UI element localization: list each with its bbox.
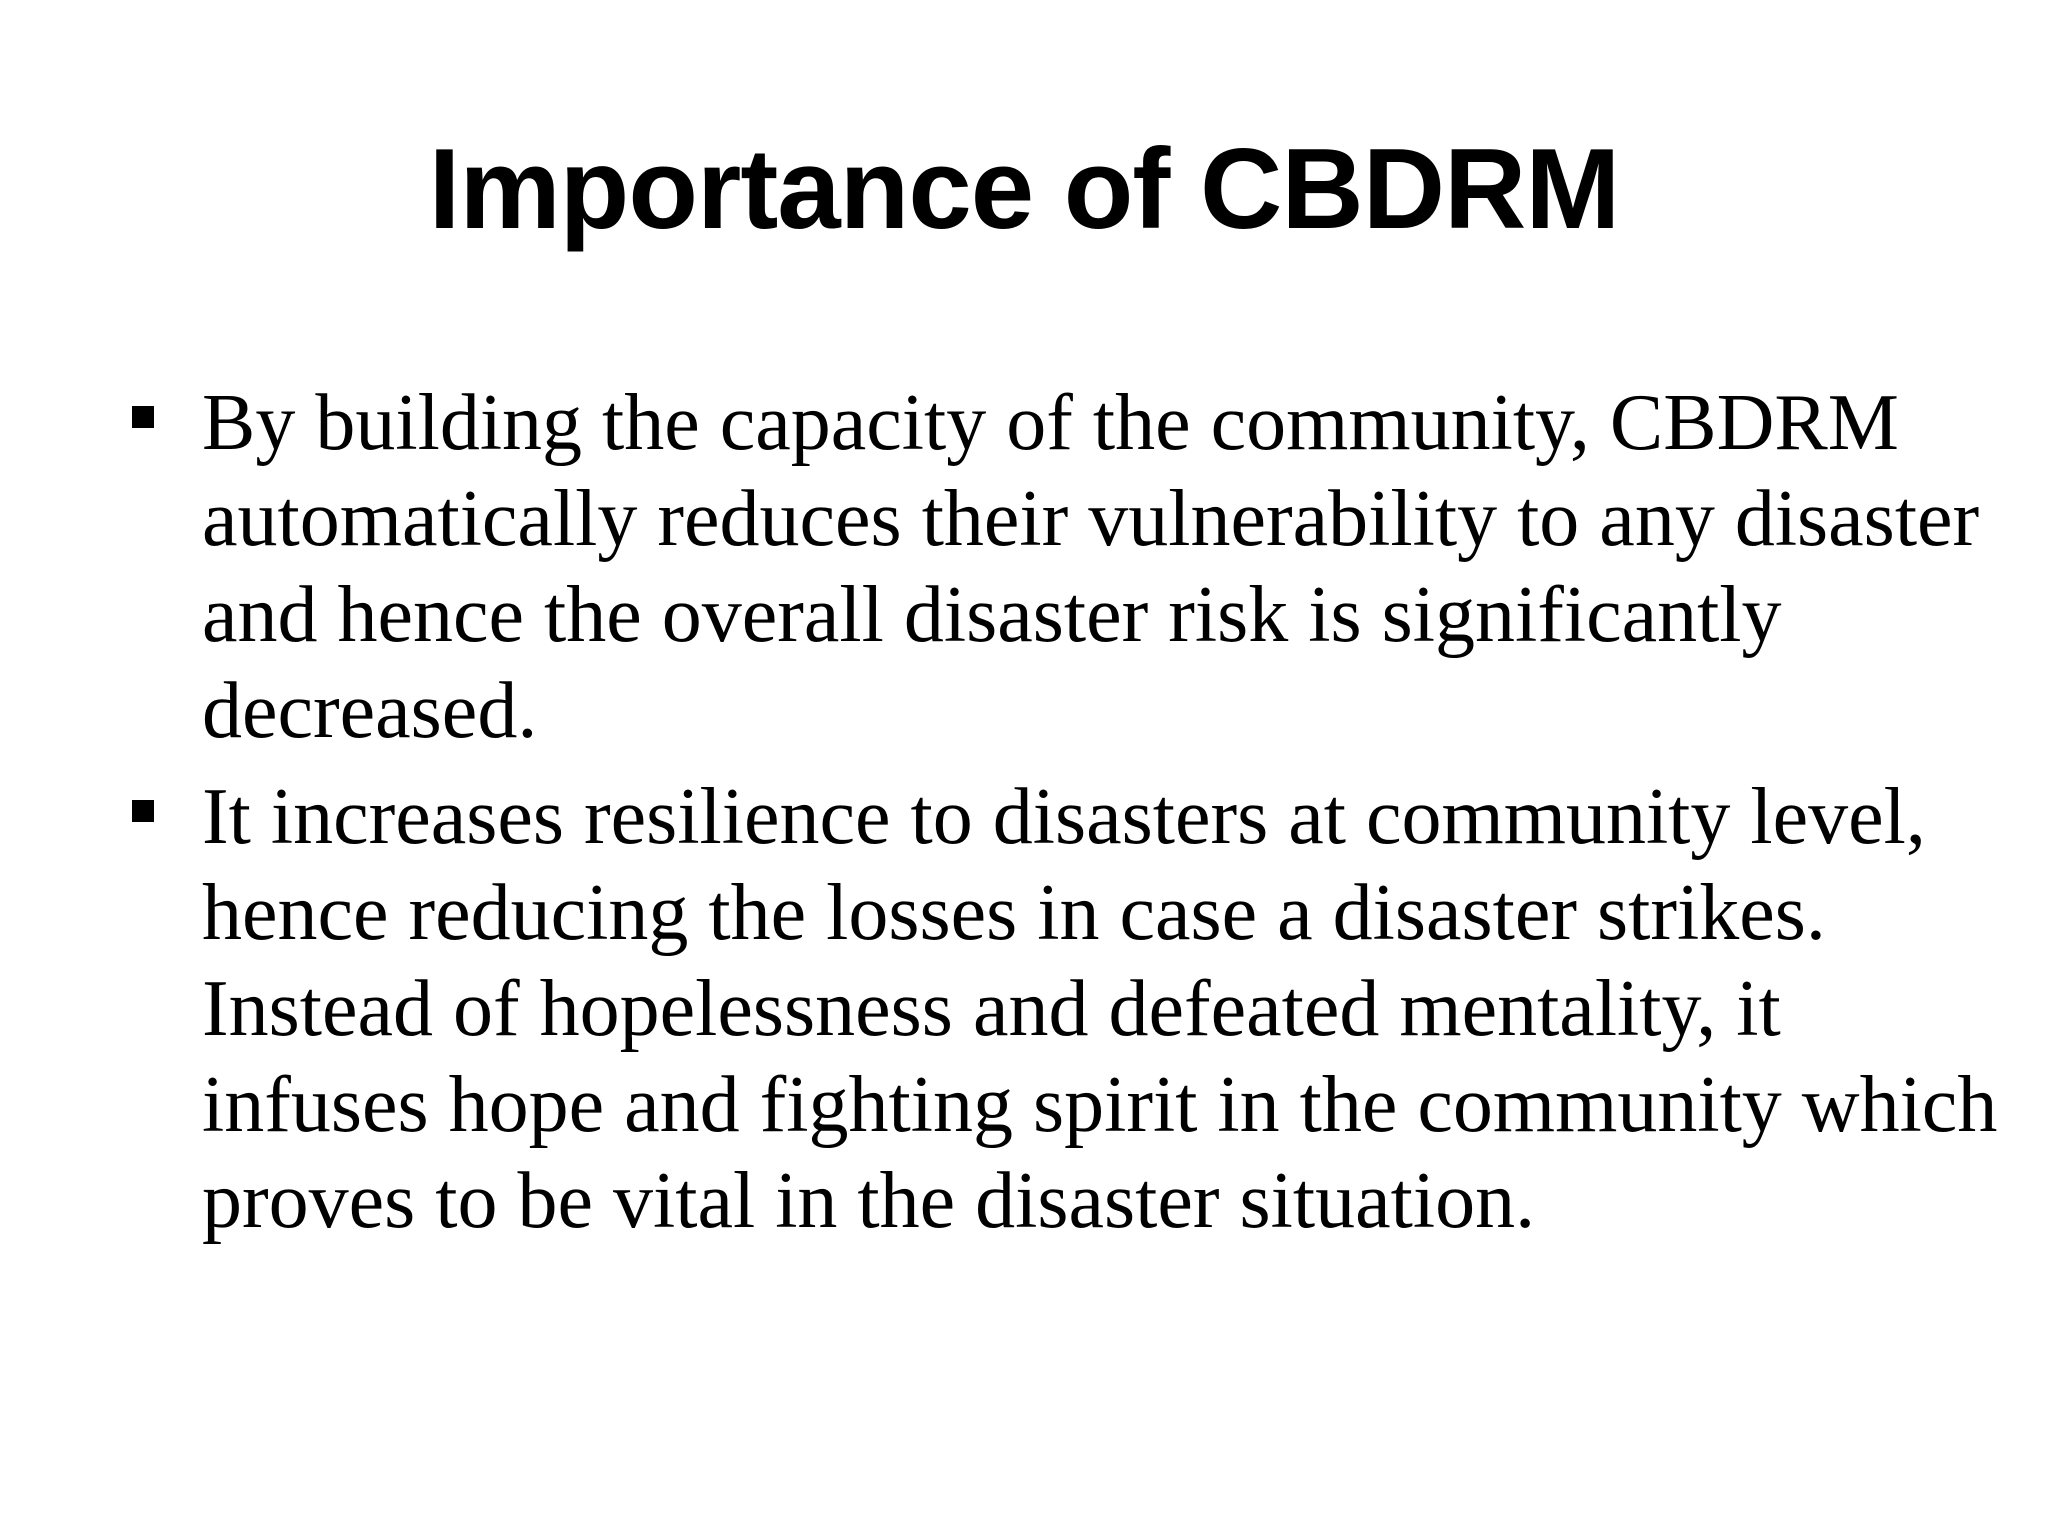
bullet-item bbox=[128, 375, 2008, 759]
bullet-list bbox=[128, 375, 2008, 1259]
square-bullet-icon bbox=[132, 406, 154, 428]
bullet-text: It increases resilience to disasters at community level, hence reducing the losses in case a disaster strikes. Instead of hopelessness and defeated mentality, it infuses hope and fighting spirit in the community which proves to be vital in the disaster situation. bbox=[202, 773, 1998, 1245]
square-bullet-icon bbox=[132, 800, 154, 822]
bullet-text: By building the capacity of the community, CBDRM automatically reduces their vulnerability to any disaster and hence the overall disaster risk is significantly decreased. bbox=[202, 379, 1980, 755]
slide-title: Importance of CBDRM bbox=[428, 126, 1620, 253]
bullet-item bbox=[128, 769, 2008, 1249]
